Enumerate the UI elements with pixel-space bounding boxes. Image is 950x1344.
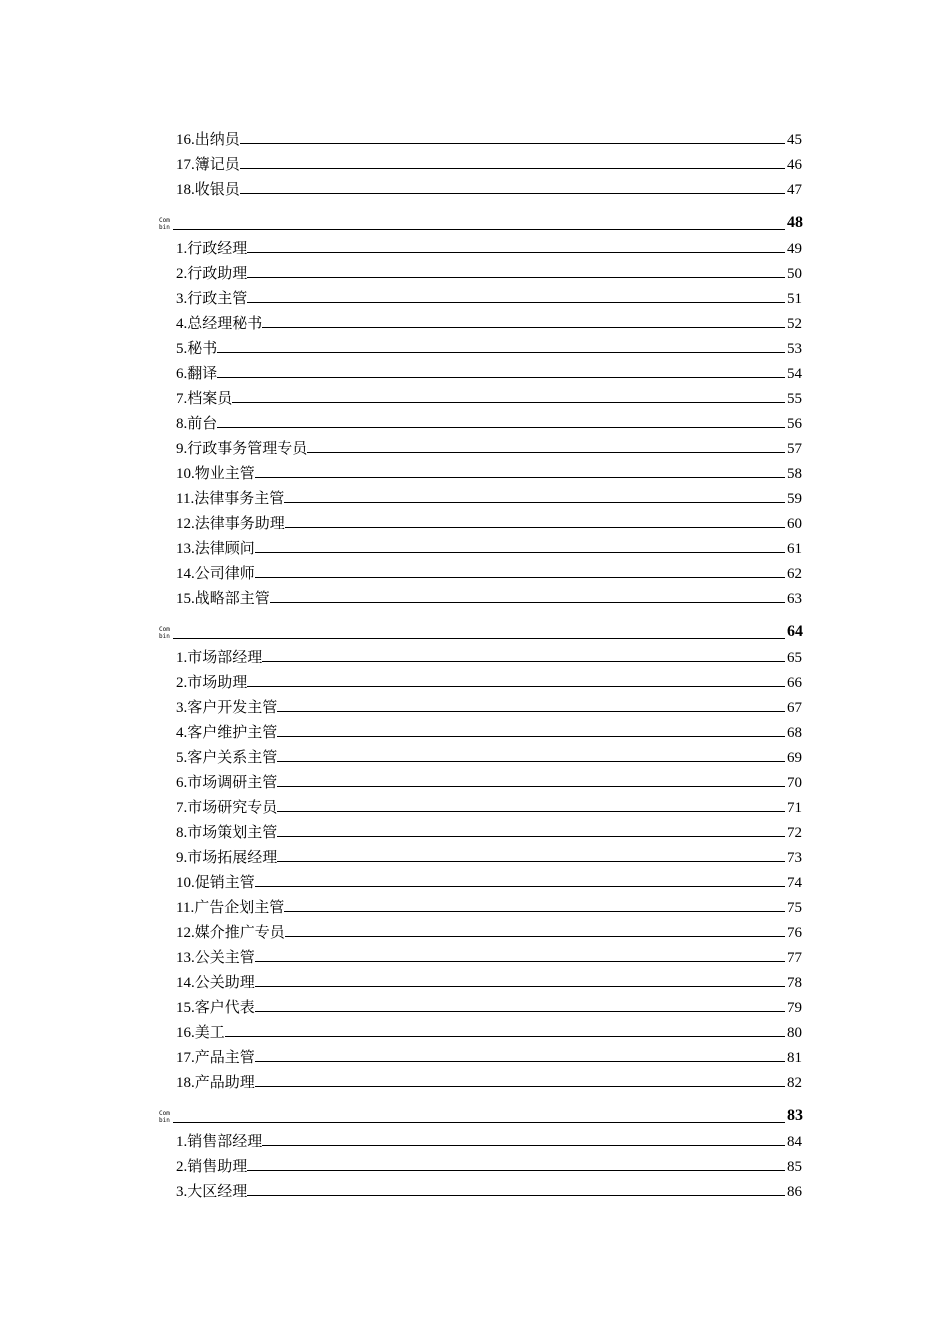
- toc-section-label-line1: Com: [159, 626, 170, 633]
- toc-page-number: 61: [787, 541, 802, 557]
- toc-leader-line: [285, 527, 785, 528]
- toc-entry[interactable]: [159, 992, 807, 1017]
- toc-entry-label: 16.出纳员: [176, 132, 240, 148]
- toc-leader-line: [255, 886, 785, 887]
- toc-leader-line: [255, 1086, 785, 1087]
- toc-page-number: 58: [787, 466, 802, 482]
- toc-entry-label: 10.促销主管: [176, 875, 255, 891]
- toc-entry[interactable]: [159, 917, 807, 942]
- toc-entry[interactable]: [159, 124, 807, 149]
- toc-leader-line: [255, 1011, 785, 1012]
- toc-entry-label: 7.市场研究专员: [176, 800, 278, 816]
- toc-leader-line: [240, 143, 785, 144]
- toc-entry-label: 4.客户维护主管: [176, 725, 278, 741]
- toc-entry[interactable]: [159, 283, 807, 308]
- toc-entry-label: 6.市场调研主管: [176, 775, 278, 791]
- toc-entry[interactable]: [159, 692, 807, 717]
- toc-page-number: 59: [787, 491, 802, 507]
- toc-entry-label: 6.翻译: [176, 366, 218, 382]
- toc-entry-label: 8.前台: [176, 416, 218, 432]
- toc-page-number: 60: [787, 516, 802, 532]
- toc-page-number: 82: [787, 1075, 802, 1091]
- toc-entry-label: 14.公司律师: [176, 566, 255, 582]
- toc-entry-label: 3.行政主管: [176, 291, 248, 307]
- toc-entry[interactable]: [159, 358, 807, 383]
- toc-page-number: 65: [787, 650, 802, 666]
- toc-leader-line: [262, 661, 785, 662]
- toc-entry-label: 11.法律事务主管: [176, 491, 285, 507]
- toc-leader-line: [262, 327, 785, 328]
- toc-entry[interactable]: [159, 258, 807, 283]
- toc-entry[interactable]: [159, 333, 807, 358]
- toc-entry[interactable]: [159, 667, 807, 692]
- toc-page-number: 75: [787, 900, 802, 916]
- toc-entry[interactable]: [159, 1042, 807, 1067]
- toc-page-number: 64: [787, 623, 803, 640]
- toc-section-label: [159, 217, 173, 231]
- toc-entry-label: 18.收银员: [176, 182, 240, 198]
- toc-leader-line: [255, 986, 785, 987]
- toc-leader-line: [277, 761, 785, 762]
- toc-page-number: 77: [787, 950, 802, 966]
- toc-leader-line: [217, 377, 785, 378]
- toc-page-number: 62: [787, 566, 802, 582]
- toc-page-number: 85: [787, 1159, 802, 1175]
- toc-entry-label: 1.销售部经理: [176, 1134, 263, 1150]
- toc-section-heading[interactable]: [159, 199, 807, 233]
- toc-section-heading[interactable]: [159, 608, 807, 642]
- toc-page-number: 73: [787, 850, 802, 866]
- toc-leader-line: [277, 836, 785, 837]
- toc-page-number: 48: [787, 214, 803, 231]
- toc-leader-line: [247, 1170, 785, 1171]
- toc-entry[interactable]: [159, 533, 807, 558]
- toc-entry[interactable]: [159, 383, 807, 408]
- toc-leader-line: [247, 252, 785, 253]
- toc-entry-label: 10.物业主管: [176, 466, 255, 482]
- toc-entry[interactable]: [159, 508, 807, 533]
- toc-section-label-line2: bin: [159, 224, 170, 231]
- toc-page-number: 50: [787, 266, 802, 282]
- toc-entry-label: 5.客户关系主管: [176, 750, 278, 766]
- toc-entry-label: 2.销售助理: [176, 1159, 248, 1175]
- toc-page-number: 76: [787, 925, 802, 941]
- toc-leader-line: [284, 502, 785, 503]
- toc-page-number: 45: [787, 132, 802, 148]
- toc-entry[interactable]: [159, 583, 807, 608]
- toc-leader-line: [247, 686, 785, 687]
- toc-section-heading[interactable]: [159, 1092, 807, 1126]
- toc-leader-line: [277, 786, 785, 787]
- toc-page-number: 47: [787, 182, 802, 198]
- toc-leader-line: [247, 302, 785, 303]
- toc-leader-line: [270, 602, 785, 603]
- toc-entry[interactable]: [159, 967, 807, 992]
- toc-entry-label: 1.行政经理: [176, 241, 248, 257]
- toc-leader-line: [255, 477, 785, 478]
- toc-leader-line: [277, 811, 785, 812]
- toc-page-number: 66: [787, 675, 802, 691]
- toc-entry[interactable]: [159, 1151, 807, 1176]
- toc-page-number: 81: [787, 1050, 802, 1066]
- toc-entry[interactable]: [159, 817, 807, 842]
- toc-entry-label: 14.公关助理: [176, 975, 255, 991]
- toc-leader-line: [255, 1061, 785, 1062]
- toc-entry[interactable]: [159, 767, 807, 792]
- toc-leader-line: [217, 427, 785, 428]
- table-of-contents: [159, 124, 807, 1201]
- toc-page-number: 53: [787, 341, 802, 357]
- toc-entry-label: 17.簿记员: [176, 157, 240, 173]
- toc-page-number: 71: [787, 800, 802, 816]
- toc-entry-label: 17.产品主管: [176, 1050, 255, 1066]
- toc-entry-label: 2.市场助理: [176, 675, 248, 691]
- toc-page-number: 72: [787, 825, 802, 841]
- toc-entry[interactable]: [159, 1067, 807, 1092]
- toc-entry-label: 18.产品助理: [176, 1075, 255, 1091]
- toc-page-number: 78: [787, 975, 802, 991]
- toc-page-number: 84: [787, 1134, 802, 1150]
- toc-entry[interactable]: [159, 1176, 807, 1201]
- toc-leader-line: [285, 936, 785, 937]
- toc-leader-line: [262, 1145, 785, 1146]
- toc-entry-label: 3.客户开发主管: [176, 700, 278, 716]
- toc-entry[interactable]: [159, 892, 807, 917]
- toc-leader-line: [225, 1036, 785, 1037]
- toc-page-number: 54: [787, 366, 802, 382]
- toc-page-number: 68: [787, 725, 802, 741]
- toc-leader-line: [277, 711, 785, 712]
- toc-leader-line: [232, 402, 785, 403]
- toc-entry-label: 15.战略部主管: [176, 591, 270, 607]
- toc-entry-label: 7.档案员: [176, 391, 233, 407]
- toc-entry[interactable]: [159, 558, 807, 583]
- toc-section-label-line1: Com: [159, 1110, 170, 1117]
- toc-leader-line: [277, 861, 785, 862]
- toc-entry[interactable]: [159, 408, 807, 433]
- toc-page-number: 70: [787, 775, 802, 791]
- toc-leader-line: [173, 229, 785, 230]
- toc-page-number: 79: [787, 1000, 802, 1016]
- toc-entry[interactable]: [159, 842, 807, 867]
- toc-leader-line: [307, 452, 785, 453]
- toc-entry-label: 9.市场拓展经理: [176, 850, 278, 866]
- toc-entry[interactable]: [159, 642, 807, 667]
- toc-entry-label: 13.法律顾问: [176, 541, 255, 557]
- toc-entry-label: 12.法律事务助理: [176, 516, 285, 532]
- toc-page-number: 74: [787, 875, 802, 891]
- toc-leader-line: [240, 168, 785, 169]
- toc-page-number: 67: [787, 700, 802, 716]
- toc-entry-label: 2.行政助理: [176, 266, 248, 282]
- toc-entry[interactable]: [159, 942, 807, 967]
- toc-entry[interactable]: [159, 1126, 807, 1151]
- toc-entry[interactable]: [159, 483, 807, 508]
- toc-section-label-line1: Com: [159, 217, 170, 224]
- toc-leader-line: [255, 552, 785, 553]
- toc-entry[interactable]: [159, 1017, 807, 1042]
- toc-entry-label: 4.总经理秘书: [176, 316, 263, 332]
- toc-leader-line: [173, 638, 785, 639]
- toc-page-number: 83: [787, 1107, 803, 1124]
- toc-entry[interactable]: [159, 308, 807, 333]
- toc-entry[interactable]: [159, 742, 807, 767]
- toc-leader-line: [217, 352, 785, 353]
- toc-leader-line: [255, 961, 785, 962]
- toc-page-number: 57: [787, 441, 802, 457]
- toc-entry[interactable]: [159, 867, 807, 892]
- toc-entry-label: 12.媒介推广专员: [176, 925, 285, 941]
- toc-leader-line: [277, 736, 785, 737]
- toc-entry[interactable]: [159, 233, 807, 258]
- toc-section-label-line2: bin: [159, 633, 170, 640]
- toc-entry-label: 8.市场策划主管: [176, 825, 278, 841]
- toc-entry-label: 16.美工: [176, 1025, 225, 1041]
- toc-leader-line: [173, 1122, 785, 1123]
- toc-page-number: 80: [787, 1025, 802, 1041]
- toc-entry-label: 13.公关主管: [176, 950, 255, 966]
- toc-entry-label: 9.行政事务管理专员: [176, 441, 308, 457]
- toc-page-number: 49: [787, 241, 802, 257]
- toc-page-number: 55: [787, 391, 802, 407]
- toc-entry[interactable]: [159, 149, 807, 174]
- toc-page-number: 46: [787, 157, 802, 173]
- toc-page-number: 69: [787, 750, 802, 766]
- toc-page-number: 51: [787, 291, 802, 307]
- toc-leader-line: [255, 577, 785, 578]
- toc-entry-label: 15.客户代表: [176, 1000, 255, 1016]
- toc-page-number: 63: [787, 591, 802, 607]
- toc-section-label-line2: bin: [159, 1117, 170, 1124]
- toc-entry-label: 3.大区经理: [176, 1184, 248, 1200]
- toc-entry-label: 1.市场部经理: [176, 650, 263, 666]
- toc-leader-line: [240, 193, 785, 194]
- toc-entry[interactable]: [159, 792, 807, 817]
- toc-section-label: [159, 1110, 173, 1124]
- toc-section-label: [159, 626, 173, 640]
- toc-page-number: 52: [787, 316, 802, 332]
- toc-page-number: 86: [787, 1184, 802, 1200]
- toc-page-number: 56: [787, 416, 802, 432]
- toc-entry[interactable]: [159, 717, 807, 742]
- toc-entry-label: 11.广告企划主管: [176, 900, 285, 916]
- toc-entry-label: 5.秘书: [176, 341, 218, 357]
- toc-leader-line: [247, 1195, 785, 1196]
- toc-entry[interactable]: [159, 433, 807, 458]
- toc-leader-line: [247, 277, 785, 278]
- toc-entry[interactable]: [159, 174, 807, 199]
- toc-leader-line: [284, 911, 785, 912]
- toc-entry[interactable]: [159, 458, 807, 483]
